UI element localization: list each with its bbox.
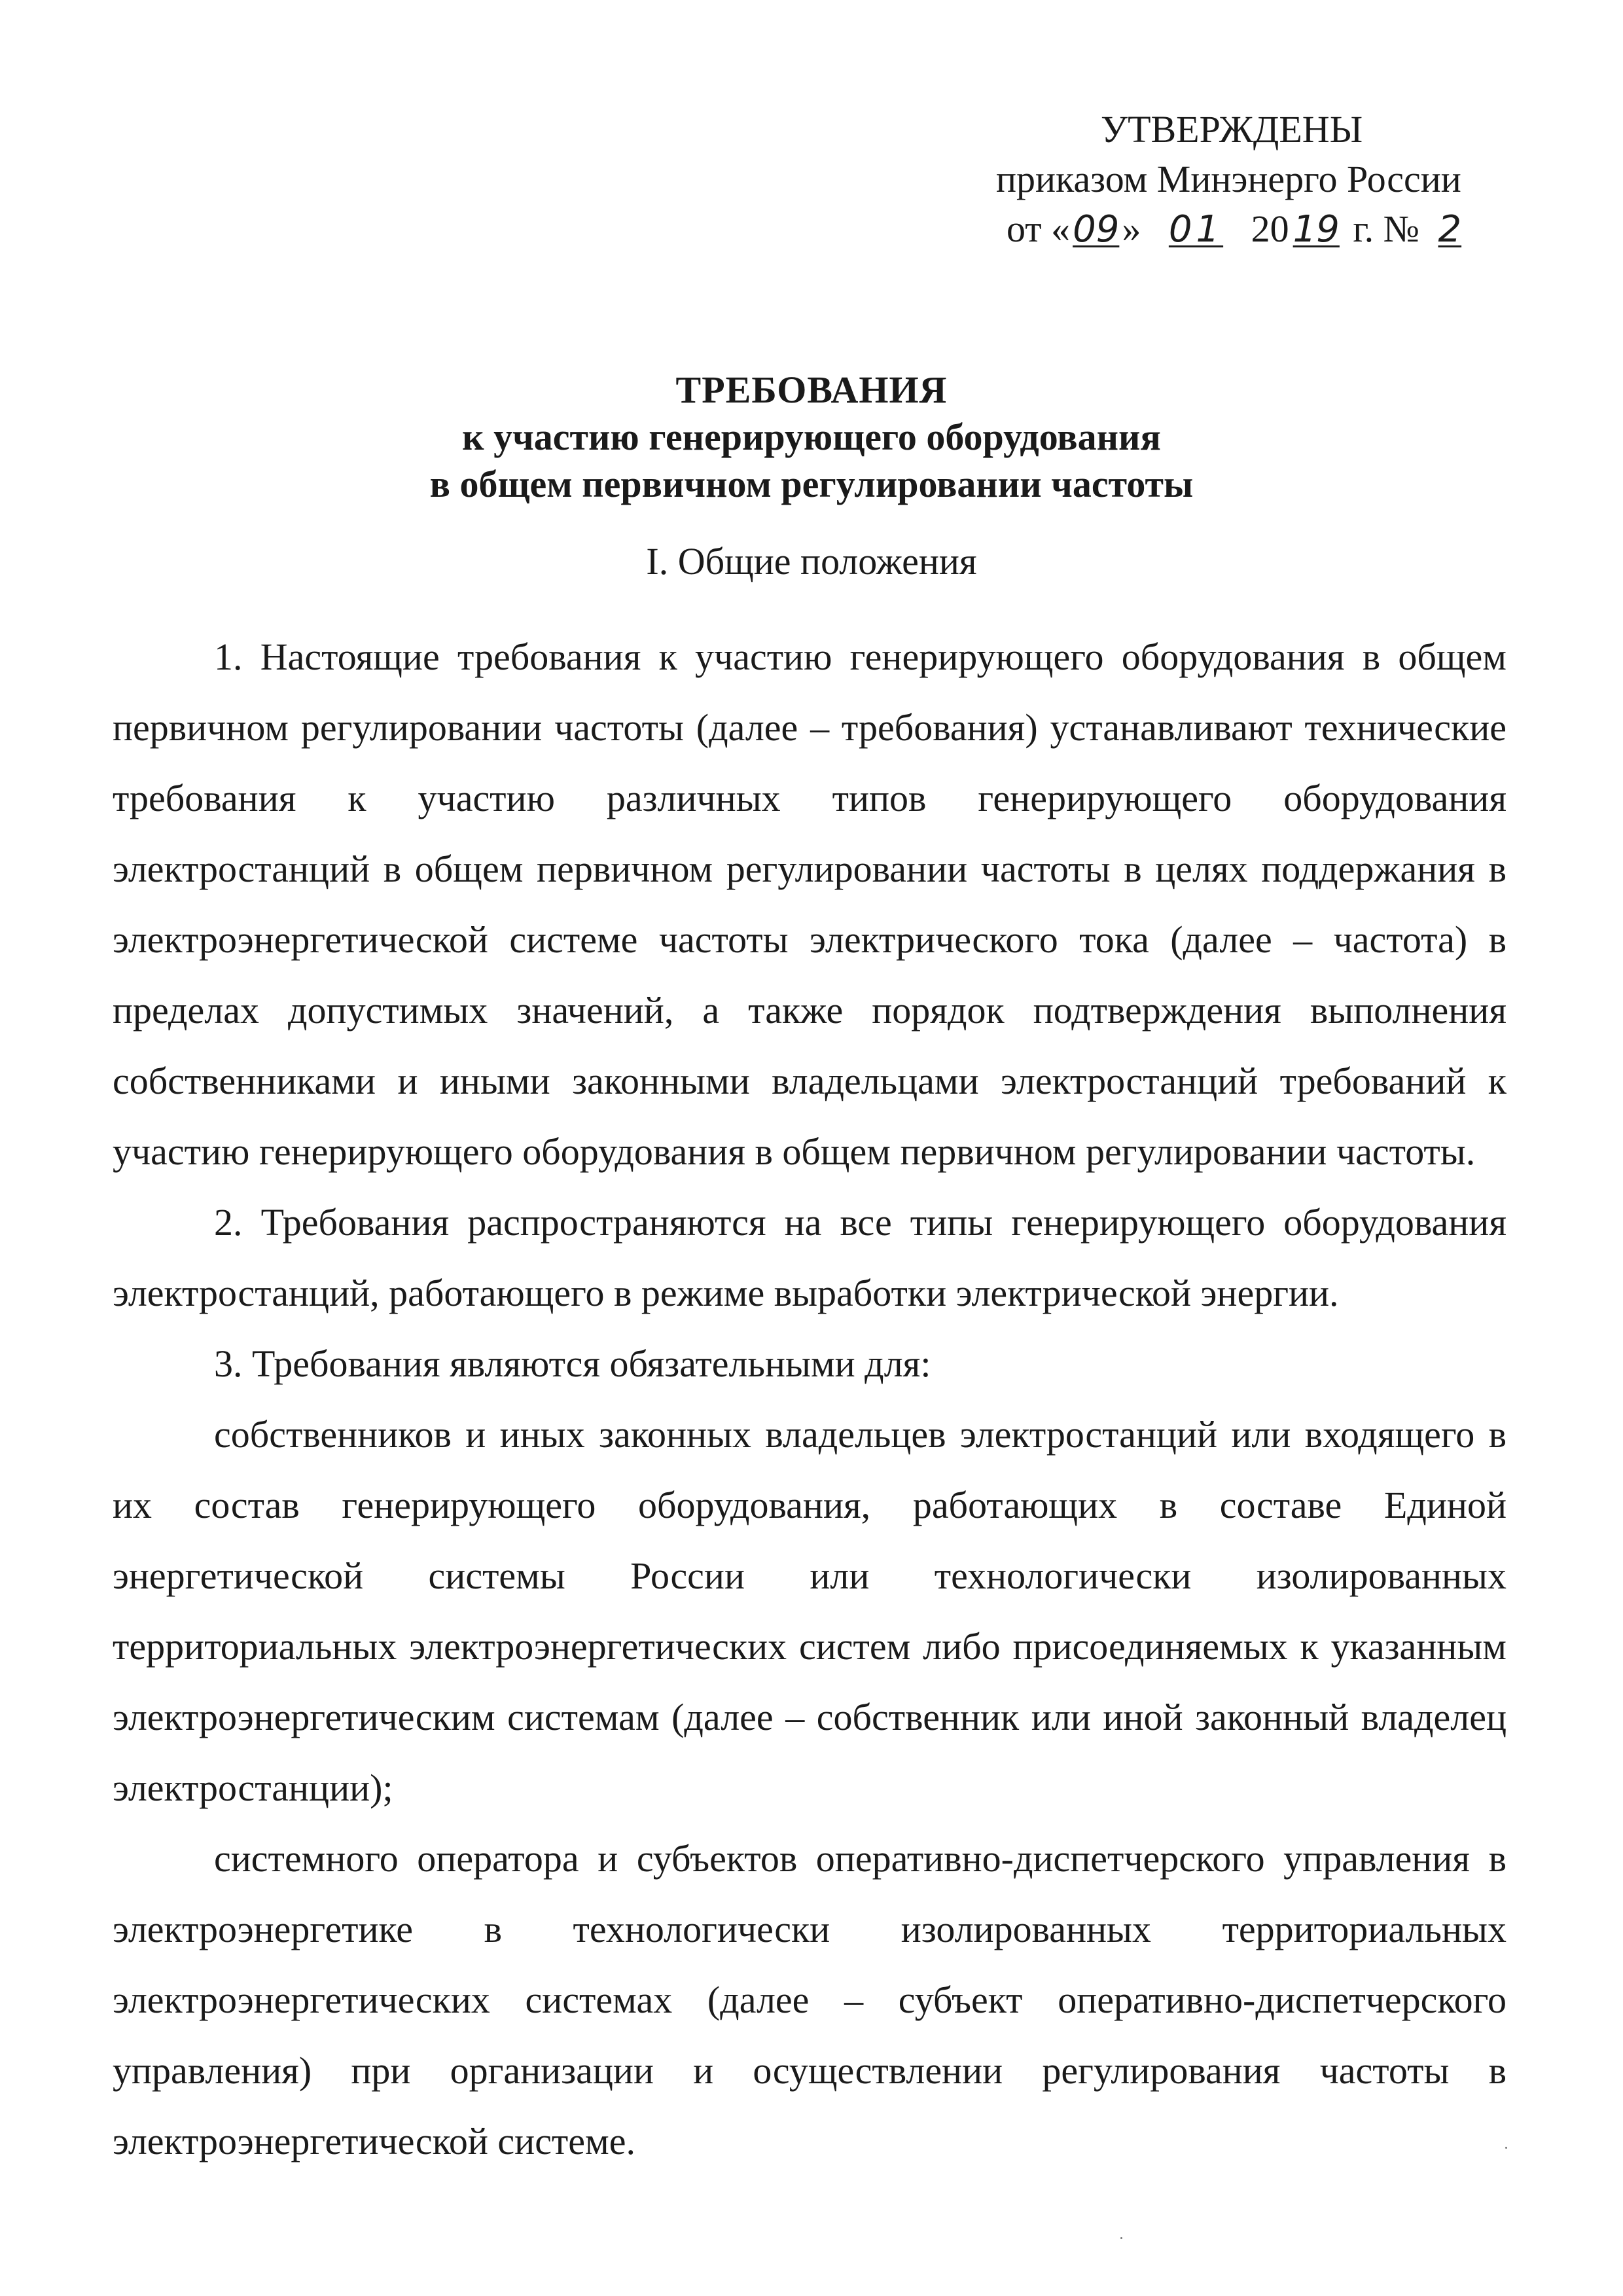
approved-label: УТВЕРЖДЕНЫ [1101,108,1363,151]
handwritten-order-number: 2 [1438,208,1462,251]
approval-stamp [969,105,1492,255]
paragraph-4: собственников и иных законных владельцев электростанций или входящего в их состав генерирующего оборудования, работающих в составе Единой энергетической системы России или технологически изолированных территориальных электроэнергетических систем либо присоединяемых к указанным электроэнергетическим системам (далее – собственник или иной законный владелец электростанции); [113,1413,1507,1809]
title-line-2: к участию генерирующего оборудования [462,416,1161,458]
year-unit: г. № [1353,207,1419,250]
section-heading: I. Общие положения [646,540,977,583]
document-body [113,622,1507,2177]
year-prefix: 20 [1251,207,1289,250]
paragraph-2: 2. Требования распространяются на все типы генерирующего оборудования электростанций, работающего в режиме выработки электрической энергии. [113,1201,1507,1314]
title-line-3: в общем первичном регулировании частоты [429,463,1194,505]
order-date-line [969,204,1492,255]
handwritten-year-suffix: 19 [1293,208,1340,251]
paragraph-1: 1. Настоящие требования к участию генерирующего оборудования в общем первичном регулировании частоты (далее – требования) устанавливают технические требования к участию различных типов генерирующего оборудования электростанций в общем первичном регулировании частоты в целях поддержания в электроэнергетической системе частоты электрического тока (далее – частота) в пределах допустимых значений, а также порядок подтверждения выполнения собственниками и иными законными владельцами электростанций требований к участию генерирующего оборудования в общем первичном регулировании частоты. [113,636,1507,1173]
scan-speck [1505,2147,1507,2149]
handwritten-day: 09 [1073,208,1120,251]
date-prefix: от « [1007,207,1071,250]
handwritten-month: 01 [1168,208,1224,251]
title-line-1: ТРЕБОВАНИЯ [675,368,948,411]
paragraph-3: 3. Требования являются обязательными для: [214,1342,931,1385]
order-line: приказом Минэнерго России [996,158,1461,200]
date-close-quote: » [1122,207,1141,250]
document-title [0,367,1623,508]
scan-speck [1120,2237,1122,2239]
paragraph-5: системного оператора и субъектов оперативно-диспетчерского управления в электроэнергетике в технологически изолированных территориальных электроэнергетических системах (далее – субъект оперативно-диспетчерского управления) при организации и осуществлении регулирования частоты в электроэнергетической системе. [113,1837,1507,2162]
